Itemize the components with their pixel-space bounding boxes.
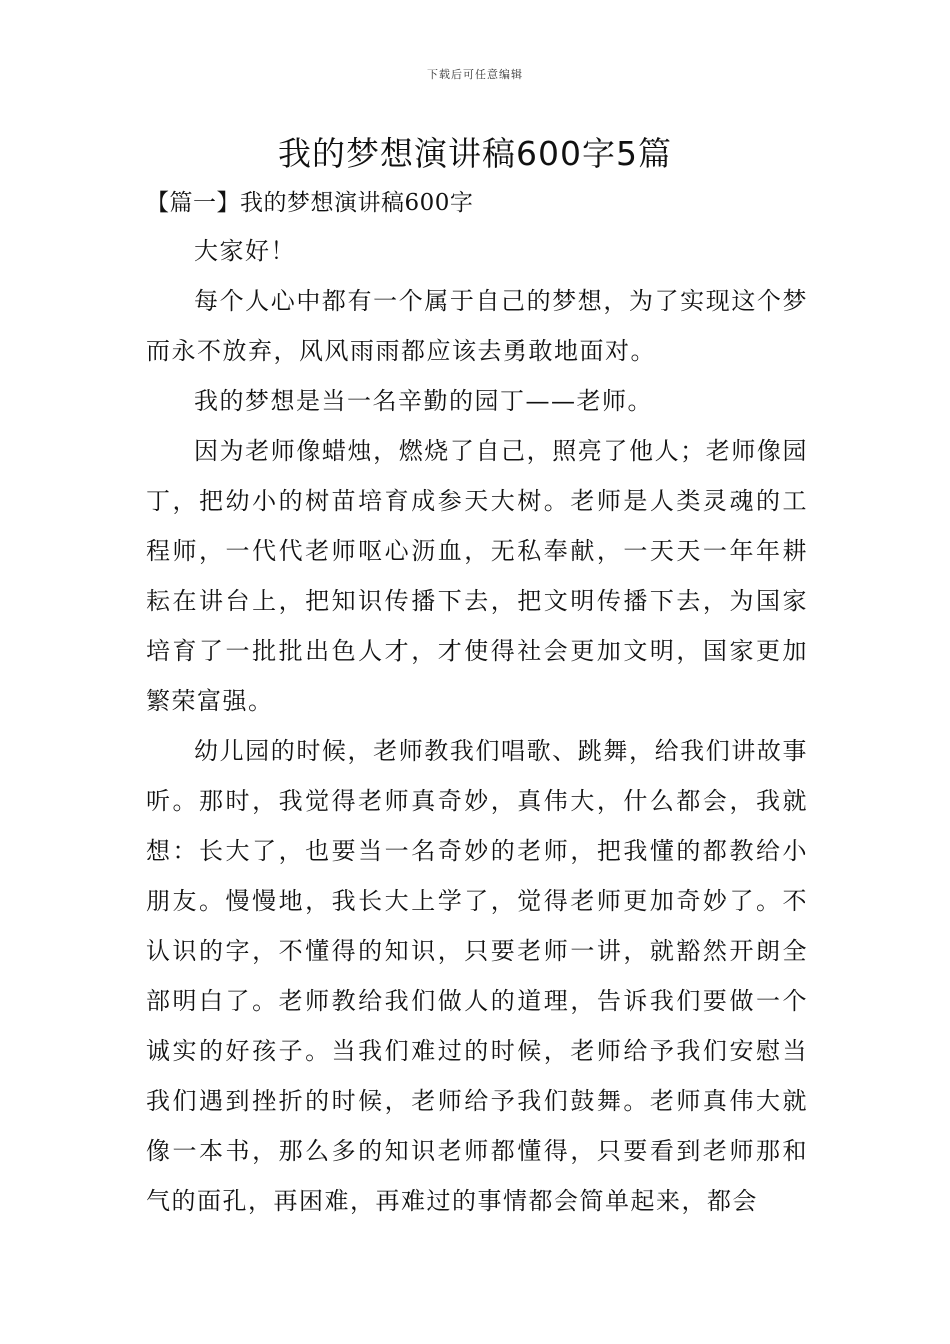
document-title: 我的梦想演讲稿600字5篇 [278,134,672,173]
body-text [146,226,808,1226]
paragraph: 我的梦想是当一名辛勤的园丁——老师。 [194,387,653,415]
paragraph: 幼儿园的时候，老师教我们唱歌、跳舞，给我们讲故事听。那时，我觉得老师真奇妙，真伟大，什么都会，我就想：长大了，也要当一名奇妙的老师，把我懂的都教给小朋友。慢慢地，我长大上学了，觉得老师更加奇妙了。不认识的字，不懂得的知识，只要老师一讲，就豁然开朗全部明白了。老师教给我们做人的道理，告诉我们要做一个诚实的好孩子。当我们难过的时候，老师给予我们安慰当我们遇到挫折的时候，老师给予我们鼓舞。老师真伟大就像一本书，那么多的知识老师都懂得，只要看到老师那和气的面孔，再困难，再难过的事情都会简单起来，都会 [146,737,808,1215]
paragraph-greeting: 大家好！ [194,237,296,265]
section-heading: 【篇一】我的梦想演讲稿600字 [146,190,474,216]
paragraph: 每个人心中都有一个属于自己的梦想，为了实现这个梦而永不放弃，风风雨雨都应该去勇敢地面对。 [146,287,808,365]
header-note: 下载后可任意编辑 [427,68,523,81]
paragraph: 因为老师像蜡烛，燃烧了自己，照亮了他人；老师像园丁，把幼小的树苗培育成参天大树。老师是人类灵魂的工程师，一代代老师呕心沥血，无私奉献，一天天一年年耕耘在讲台上，把知识传播下去，把文明传播下去，为国家培育了一批批出色人才，才使得社会更加文明，国家更加繁荣富强。 [146,437,808,715]
